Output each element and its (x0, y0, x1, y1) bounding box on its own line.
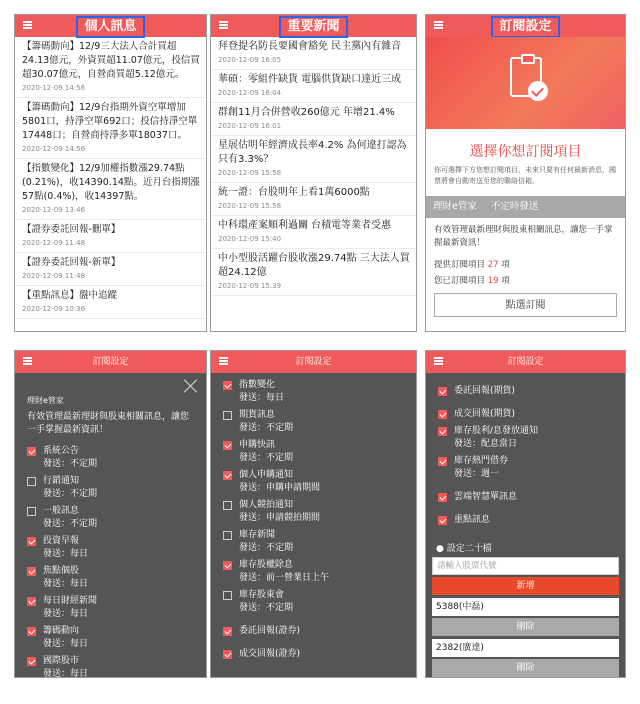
option-row[interactable] (15, 595, 206, 621)
option-name: 系統公告 (43, 446, 80, 456)
option-name: 委託回報(期貨) (454, 386, 516, 396)
stock-item: 2382(廣達) (432, 639, 619, 657)
item-text: 華碩：零組件缺貨 電腦供貨缺口達近三成 (218, 74, 402, 85)
option-name: 庫存股權除息 (239, 560, 294, 570)
list-item[interactable] (211, 249, 416, 296)
option-name: 個人競拍通知 (239, 500, 294, 510)
option-name: 庫存股利/息發放通知 (454, 426, 539, 436)
header-bar (15, 15, 206, 37)
option-name: 委託回報(證券) (239, 626, 301, 636)
checkbox[interactable] (223, 381, 232, 390)
option-row[interactable] (15, 475, 206, 501)
option-row[interactable] (15, 565, 206, 591)
option-frequency: 發送：每日 (43, 579, 89, 589)
item-date: 2020-12-09 15:58 (218, 169, 282, 177)
checkbox[interactable] (438, 387, 447, 396)
option-name: 籌碼動向 (43, 626, 80, 636)
option-row[interactable] (15, 655, 206, 678)
provided-count-row (426, 256, 625, 272)
service-description: 有效管理最新理財與股東相關訊息，讓您一手掌握最新資訊！ (434, 225, 613, 248)
item-date: 2020-12-09 11:48 (22, 272, 86, 280)
settings-screen-3 (425, 350, 626, 678)
checkbox[interactable] (27, 507, 36, 516)
option-name: 焦點個股 (43, 566, 80, 576)
close-icon[interactable] (184, 379, 198, 393)
checkbox[interactable] (27, 627, 36, 636)
add-stock-button[interactable]: 新增 (432, 577, 619, 595)
list-item[interactable] (211, 136, 416, 183)
option-name: 每日財經新聞 (43, 596, 98, 606)
option-frequency: 發送：每日 (43, 609, 89, 619)
option-row[interactable] (15, 625, 206, 651)
option-name: 雲端智慧單訊息 (454, 492, 518, 502)
list-item[interactable] (211, 216, 416, 249)
option-name: 成交回報(證券) (239, 649, 301, 659)
option-row[interactable] (211, 499, 416, 525)
settings-screen-2 (210, 350, 417, 678)
option-name: 個人申購通知 (239, 470, 294, 480)
subscription-description: 你可選擇下方您想訂閱項目，未來只要有任何最新消息，國票將會自動寄送至您的聯絡信箱。 (434, 166, 616, 185)
option-list (15, 445, 206, 678)
option-name: 期貨訊息 (239, 410, 276, 420)
menu-icon[interactable] (23, 21, 32, 29)
checkbox[interactable] (223, 531, 232, 540)
option-row[interactable] (426, 425, 625, 451)
option-row[interactable] (211, 409, 416, 435)
personal-messages-screen (14, 14, 207, 332)
menu-icon[interactable] (23, 357, 32, 365)
checkbox[interactable] (27, 447, 36, 456)
unit-label: 項 (501, 276, 510, 286)
service-frequency: 不定時發送 (490, 201, 539, 212)
checkbox[interactable] (438, 457, 447, 466)
option-row[interactable] (211, 469, 416, 495)
option-name: 指數變化 (239, 380, 276, 390)
option-name: 國際股市 (43, 656, 80, 666)
option-name: 庫存熱門借券 (454, 456, 509, 466)
delete-stock-button[interactable]: 刪除 (432, 659, 619, 677)
page-title: 個人訊息 (76, 16, 144, 38)
checkbox[interactable] (438, 427, 447, 436)
list-item[interactable] (15, 220, 206, 253)
menu-icon[interactable] (434, 357, 443, 365)
option-frequency: 發送：前一營業日上午 (239, 573, 330, 583)
item-text: 【證券委託回報-新單】 (22, 257, 121, 268)
settings-screen-1 (14, 350, 207, 678)
option-row[interactable] (15, 505, 206, 531)
option-frequency: 發送：每日 (43, 669, 89, 678)
option-name: 投資早報 (43, 536, 80, 546)
option-frequency: 發送：不定期 (239, 603, 294, 613)
header-bar (211, 15, 416, 37)
stock-item: 5388(中磊) (432, 598, 619, 616)
option-row[interactable] (426, 385, 625, 398)
subscription-heading: 選擇你想訂閱項目 (469, 144, 582, 160)
option-frequency: 發送：每日 (239, 393, 285, 403)
menu-icon[interactable] (219, 21, 228, 29)
message-list (15, 37, 206, 319)
option-frequency: 發送：每日 (43, 549, 89, 559)
item-text: 中小型股活躍台股收漲29.74點 三大法人買超24.12億 (218, 253, 410, 278)
item-date: 2020-12-09 16:05 (218, 56, 282, 64)
option-list (426, 373, 625, 527)
option-row[interactable] (211, 529, 416, 555)
option-frequency: 發送：申請競拍期間 (239, 513, 321, 523)
item-date: 2020-12-09 14:56 (22, 84, 86, 92)
important-news-screen (210, 14, 417, 332)
option-name: 行銷通知 (43, 476, 80, 486)
subscribed-count: 19 (487, 276, 499, 286)
option-frequency: 發送：不定期 (43, 459, 98, 469)
option-name: 成交回報(期貨) (454, 409, 516, 419)
option-list (211, 373, 416, 661)
checkbox[interactable] (27, 597, 36, 606)
option-row[interactable] (211, 559, 416, 585)
item-text: 【籌碼動向】12/9三大法人合計買超24.13億元，外資買超11.07億元，投信買超30.07億元，自營商買超5.12億元。 (22, 41, 200, 80)
checkbox[interactable] (438, 410, 447, 419)
header-bar (426, 15, 625, 37)
list-item[interactable] (15, 159, 206, 220)
list-item[interactable] (15, 37, 206, 98)
list-item[interactable] (211, 37, 416, 70)
option-frequency: 發送：不定期 (239, 453, 294, 463)
option-row[interactable] (426, 408, 625, 421)
section-title: 理財e管家 (27, 396, 64, 405)
option-frequency: 發送：不定期 (239, 423, 294, 433)
option-row[interactable] (211, 439, 416, 465)
item-text: 中科環產案順利過關 台積電等業者受惠 (218, 220, 392, 231)
option-frequency: 發送：不定期 (43, 489, 98, 499)
checkbox[interactable] (223, 627, 232, 636)
checkbox[interactable] (223, 561, 232, 570)
option-row[interactable] (426, 455, 625, 481)
item-text: 【證券委託回報-刪單】 (22, 224, 121, 235)
list-item[interactable] (211, 70, 416, 103)
stock-code-input[interactable]: 請輸入股票代號 (432, 557, 619, 575)
subscribe-button[interactable]: 點選訂閱 (434, 293, 617, 317)
option-frequency: 發送：不定期 (239, 543, 294, 553)
item-date: 2020-12-09 16:04 (218, 89, 282, 97)
option-frequency: 發送：配息當日 (454, 439, 518, 449)
item-date: 2020-12-09 15:58 (218, 202, 282, 210)
option-name: 申購快訊 (239, 440, 276, 450)
service-bar (426, 196, 625, 218)
item-text: 【籌碼動向】12/9台指期外資空單增加5801口，持淨空單692口；投信持淨空單17448口；自營商持淨多單18037口。 (22, 102, 198, 141)
option-row[interactable] (426, 491, 625, 504)
option-frequency: 發送：不定期 (43, 519, 98, 529)
page-title: 訂閱設定 (507, 357, 544, 367)
checkbox[interactable] (27, 537, 36, 546)
item-text: 星展估明年經濟成長率4.2% 為何違打認為只有3.3%？ (218, 140, 407, 165)
option-row[interactable] (15, 535, 206, 561)
provided-count: 27 (487, 260, 499, 270)
option-frequency: 發送：申購申請期間 (239, 483, 321, 493)
item-date: 2020-12-09 15:40 (218, 235, 282, 243)
option-row[interactable] (426, 514, 625, 527)
checkbox[interactable] (438, 493, 447, 502)
option-name: 重點訊息 (454, 515, 491, 525)
item-date: 2020-12-09 13:46 (22, 206, 86, 214)
news-list (211, 37, 416, 296)
checkbox[interactable] (27, 657, 36, 666)
service-name: 理財e管家 (433, 201, 477, 212)
checkbox[interactable] (438, 516, 447, 525)
header-bar (15, 351, 206, 373)
list-item[interactable] (211, 103, 416, 136)
checkbox[interactable] (223, 471, 232, 480)
subscribed-label: 您已訂閱項目 (434, 276, 486, 286)
unit-label: 項 (501, 260, 510, 270)
checkmark-icon (528, 81, 548, 101)
checkbox[interactable] (223, 650, 232, 659)
checkbox[interactable] (27, 477, 36, 486)
page-title: 重要新聞 (279, 16, 347, 38)
option-name: 一般訊息 (43, 506, 80, 516)
option-name: 庫存新聞 (239, 530, 276, 540)
page-title: 訂閱設定 (295, 357, 332, 367)
option-row[interactable] (15, 445, 206, 471)
option-frequency: 發送：週一 (454, 469, 500, 479)
item-date: 2020-12-09 14:56 (22, 145, 86, 153)
option-name: 庫存股東會 (239, 590, 285, 600)
option-row[interactable] (211, 648, 416, 661)
item-text: 群創11月合併營收260億元 年增21.4% (218, 107, 395, 118)
section-intro: 有效管理最新理財與股東相關訊息，讓您一手掌握最新資訊！ (27, 412, 190, 435)
stock-section-title: ● 設定二十檔 (436, 544, 492, 554)
option-row[interactable] (211, 625, 416, 638)
subscribed-count-row (426, 272, 625, 288)
subscription-banner (426, 37, 625, 129)
item-text: 【指數變化】12/9加權指數漲29.74點(0.21%)，收14390.14點。近月台指期漲57點(0.4%)，收14397點。 (22, 163, 200, 202)
option-frequency: 發送：每日 (43, 639, 89, 649)
provided-label: 提供訂閱項目 (434, 260, 486, 270)
item-date: 2020-12-09 10:36 (22, 305, 86, 313)
checkbox[interactable] (223, 591, 232, 600)
stock-list (426, 598, 625, 677)
checkbox[interactable] (223, 441, 232, 450)
list-item[interactable] (15, 98, 206, 159)
list-item[interactable] (15, 286, 206, 319)
page-title: 訂閱設定 (491, 16, 559, 38)
item-date: 2020-12-09 15:39 (218, 282, 282, 290)
header-bar (211, 351, 416, 373)
item-date: 2020-12-09 11:48 (22, 239, 86, 247)
list-item[interactable] (15, 253, 206, 286)
checkbox[interactable] (223, 411, 232, 420)
option-row[interactable] (211, 379, 416, 405)
list-item[interactable] (211, 183, 416, 216)
delete-stock-button[interactable]: 刪除 (432, 618, 619, 636)
header-bar (426, 351, 625, 373)
page-title: 訂閱設定 (92, 357, 129, 367)
menu-icon[interactable] (219, 357, 228, 365)
item-text: 【重點訊息】盤中追蹤 (22, 290, 118, 301)
subscription-screen (425, 14, 626, 332)
checkbox[interactable] (223, 501, 232, 510)
checkbox[interactable] (27, 567, 36, 576)
item-text: 拜登提名防長要國會豁免 民主黨內有雜音 (218, 41, 402, 52)
menu-icon[interactable] (434, 21, 443, 29)
item-text: 統一證：台股明年上看1萬6000點 (218, 187, 370, 198)
option-row[interactable] (211, 589, 416, 615)
item-date: 2020-12-09 16:01 (218, 122, 282, 130)
